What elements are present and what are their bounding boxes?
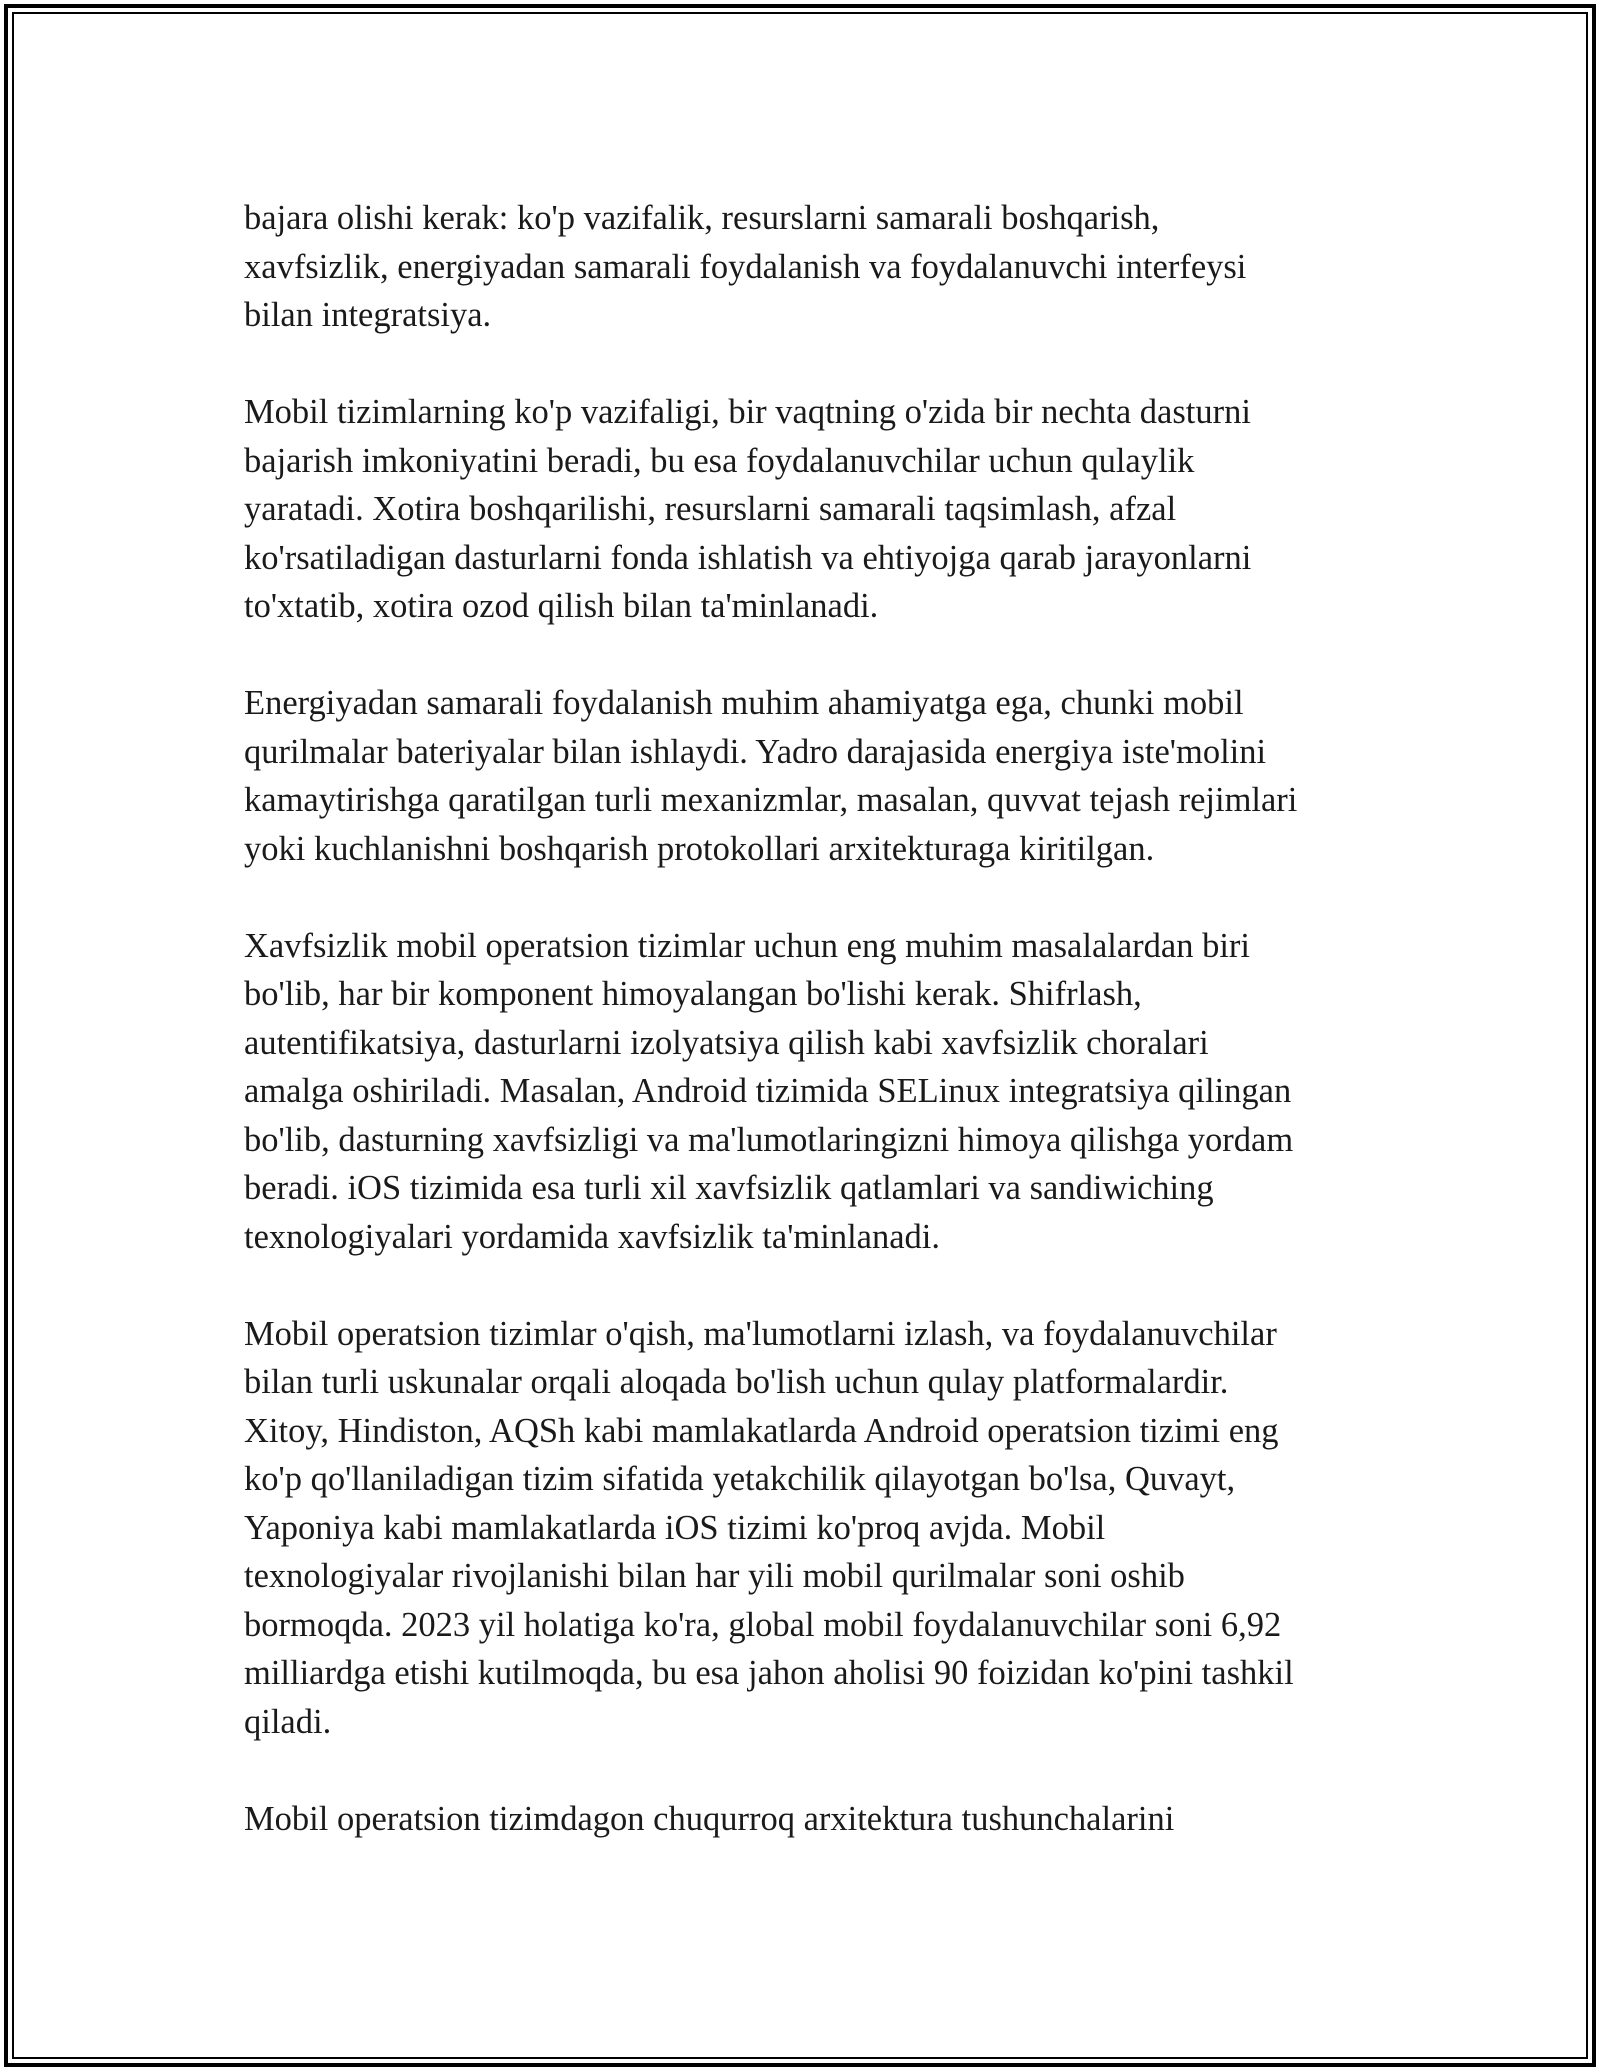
paragraph-6 [244,1795,1394,1844]
text-line: qurilmalar bateriyalar bilan ishlaydi. Yadro darajasida energiya iste'molini [244,732,1267,771]
text-line: Energiyadan samarali foydalanish muhim ahamiyatga ega, chunki mobil [244,684,1244,722]
paragraph-3 [244,679,1394,873]
text-line: bo'lib, dasturning xavfsizligi va ma'lumotlaringizni himoya qilishga yordam [244,1120,1294,1159]
text-line: amalga oshiriladi. Masalan, Android tizimida SELinux integratsiya qilingan [244,1072,1292,1110]
text-line: Mobil operatsion tizimdagon chuqurroq arxitektura tushunchalarini [244,1799,1175,1838]
text-line: bilan integratsiya. [244,296,492,334]
text-line: bajarish imkoniyatini beradi, bu esa foydalanuvchilar uchun qulaylik [244,441,1195,480]
document-body [244,194,1394,1843]
text-line: ko'rsatiladigan dasturlarni fonda ishlatish va ehtiyojga qarab jarayonlarni [244,538,1252,577]
paragraph-2 [244,388,1394,631]
text-line: qiladi. [244,1702,332,1741]
text-line: yaratadi. Xotira boshqarilishi, resurslarni samarali taqsimlash, afzal [244,490,1177,528]
text-line: to'xtatib, xotira ozod qilish bilan ta'minlanadi. [244,587,879,625]
paragraph-1 [244,194,1394,340]
text-line: Xitoy, Hindiston, AQSh kabi mamlakatlarda Android operatsion tizimi eng [244,1411,1279,1450]
text-line: beradi. iOS tizimida esa turli xil xavfsizlik qatlamlari va sandiwiching [244,1169,1214,1207]
paragraph-5 [244,1310,1394,1747]
text-line: autentifikatsiya, dasturlarni izolyatsiya qilish kabi xavfsizlik choralari [244,1023,1209,1062]
text-line: ko'p qo'llaniladigan tizim sifatida yetakchilik qilayotgan bo'lsa, Quvayt, [244,1460,1236,1498]
text-line: texnologiyalari yordamida xavfsizlik ta'minlanadi. [244,1217,941,1256]
text-line: Mobil operatsion tizimlar o'qish, ma'lumotlarni izlash, va foydalanuvchilar [244,1314,1277,1353]
text-line: Xavfsizlik mobil operatsion tizimlar uchun eng muhim masalalardan biri [244,926,1250,965]
text-line: yoki kuchlanishni boshqarish protokollari arxitekturaga kiritilgan. [244,829,1155,868]
text-line: texnologiyalar rivojlanishi bilan har yili mobil qurilmalar soni oshib [244,1557,1185,1595]
text-line: bo'lib, har bir komponent himoyalangan bo'lishi kerak. Shifrlash, [244,975,1142,1013]
text-line: bilan turli uskunalar orqali aloqada bo'lish uchun qulay platformalardir. [244,1363,1229,1401]
text-line: Mobil tizimlarning ko'p vazifaligi, bir vaqtning o'zida bir nechta dasturni [244,393,1251,431]
text-line: bormoqda. 2023 yil holatiga ko'ra, global mobil foydalanuvchilar soni 6,92 [244,1605,1282,1644]
paragraph-4 [244,922,1394,1262]
text-line: xavfsizlik, energiyadan samarali foydalanish va foydalanuvchi interfeysi [244,247,1247,286]
text-line: kamaytirishga qaratilgan turli mexanizmlar, masalan, quvvat tejash rejimlari [244,781,1298,819]
text-line: Yaponiya kabi mamlakatlarda iOS tizimi ko'proq avjda. Mobil [244,1508,1106,1547]
page-frame [4,4,1596,2067]
text-line: milliardga etishi kutilmoqda, bu esa jahon aholisi 90 foizidan ko'pini tashkil [244,1654,1294,1692]
text-line: bajara olishi kerak: ko'p vazifalik, resurslarni samarali boshqarish, [244,199,1160,237]
